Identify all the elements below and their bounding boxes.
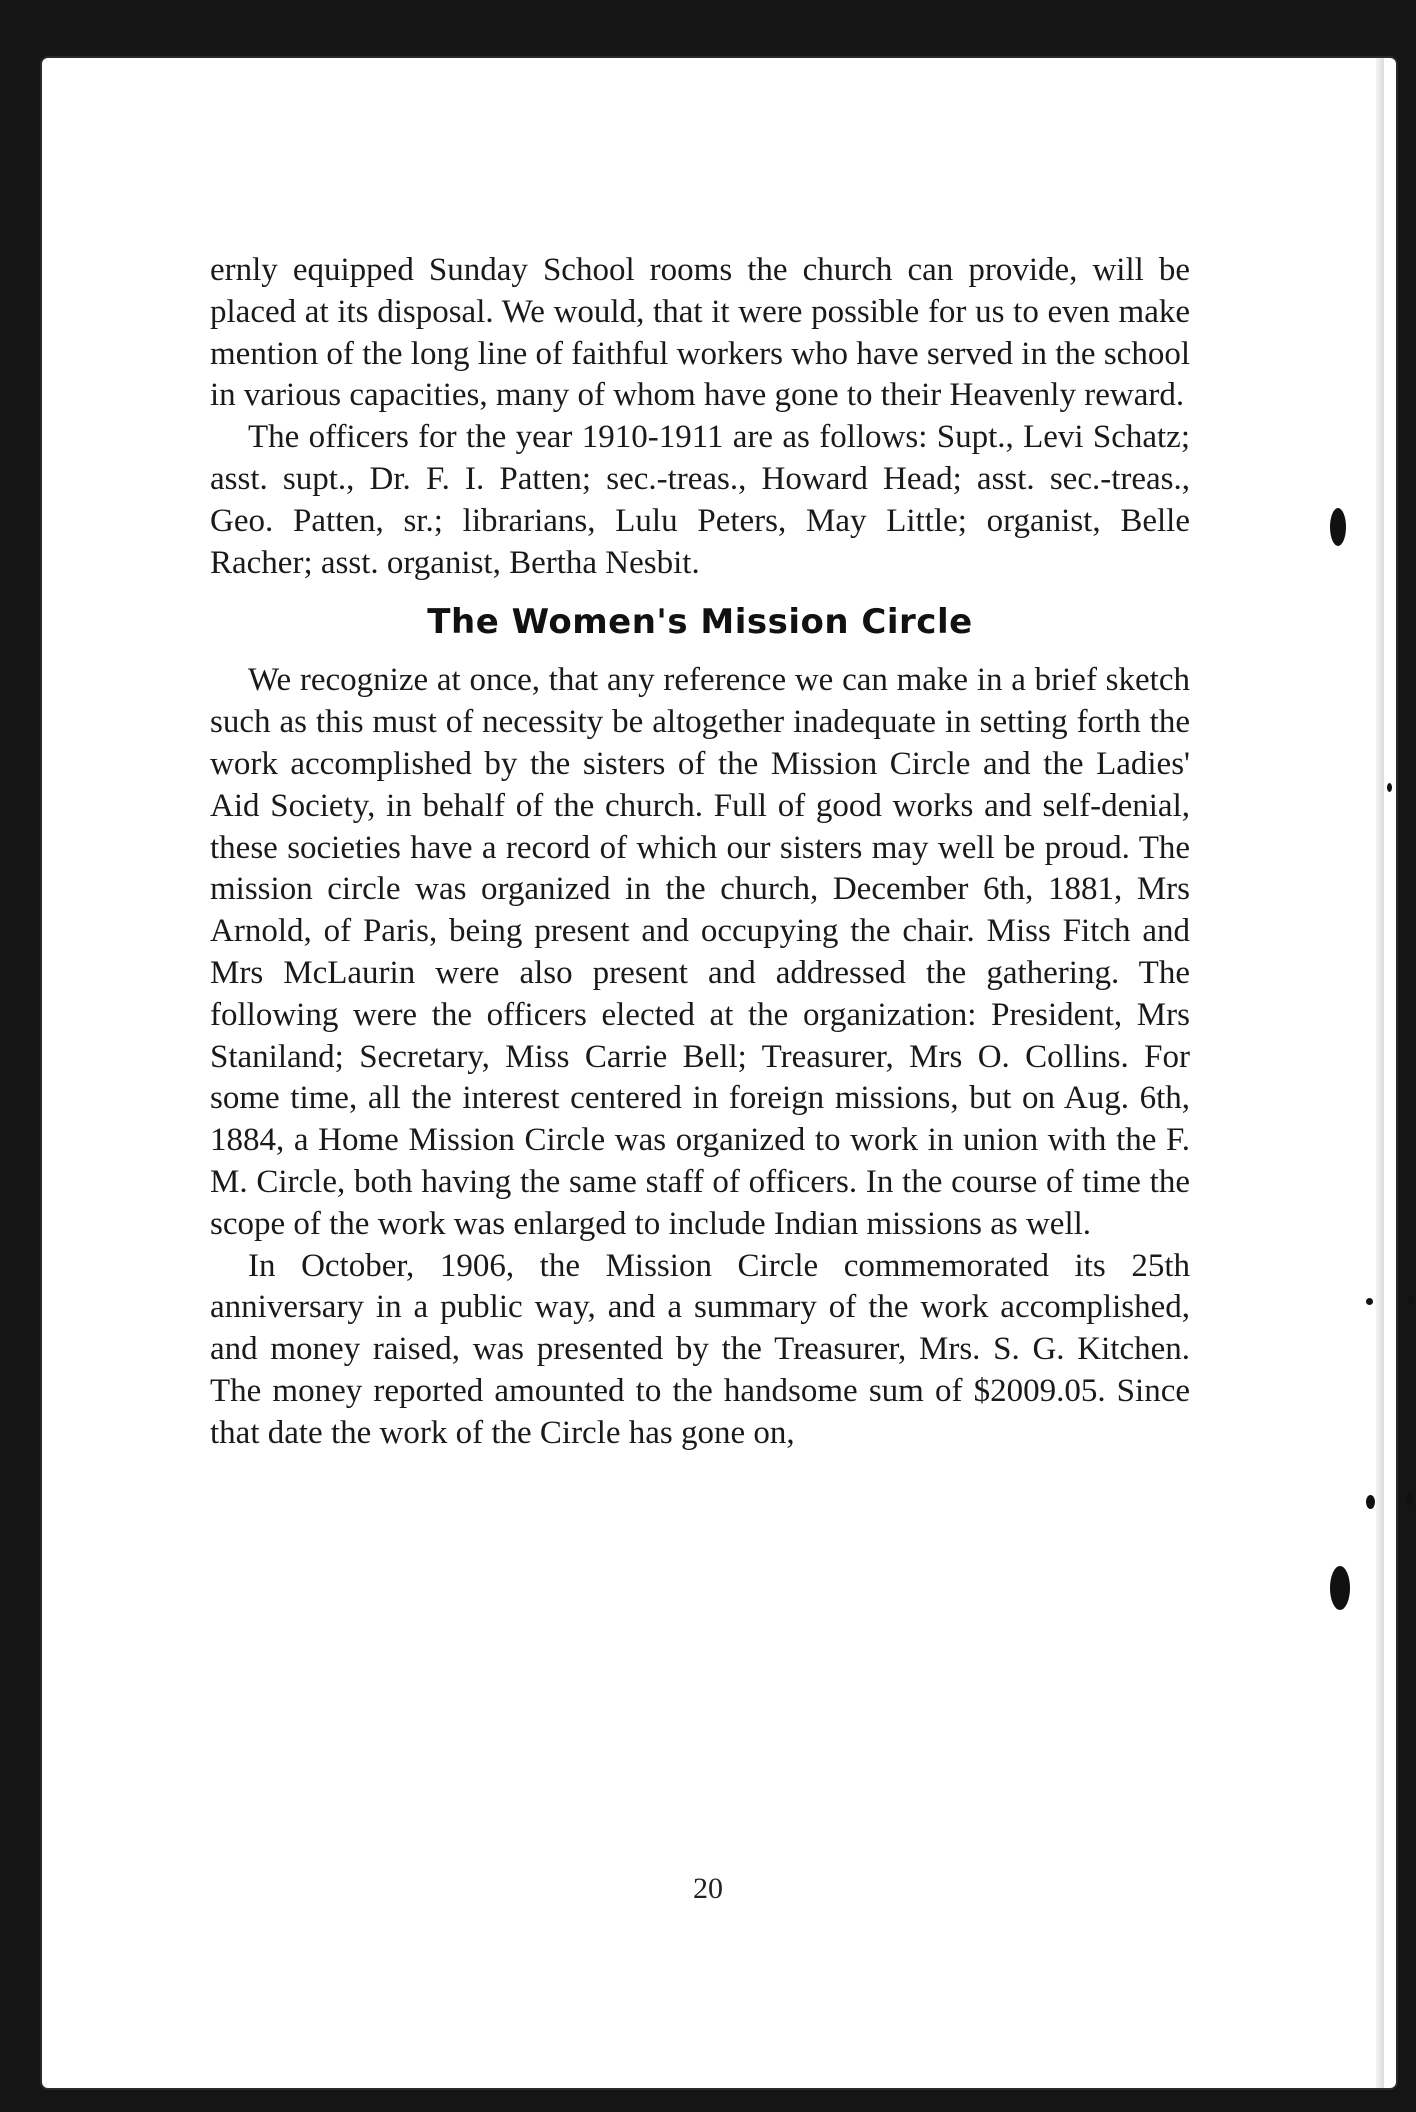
paragraph-mission-circle: We recognize at once, that any reference we can make in a brief sketch such as this must of necessity be altogether inadequate in setting forth the work accomplished by the sisters of the Mission Circle and the Ladies' Aid Society, in behalf of the church. Full of good works and self-denial, these societies have a record of which our sisters may well be proud. The mission circle was organized in the church, December 6th, 1881, Mrs Arnold, of Paris, being present and occupying the chair. Miss Fitch and Mrs McLaurin were also present and addressed the gathering. The following were the officers elected at the organization: President, Mrs Staniland; Secretary, Miss Carrie Bell; Treasurer, Mrs O. Collins. For some time, all the interest centered in foreign missions, but on Aug. 6th, 1884, a Home Mission Circle was organized to work in union with the F. M. Circle, both having the same staff of officers. In the course of time the scope of the work was enlarged to include Indian missions as well. xyxy=(210,662,1190,1242)
section-heading: The Women's Mission Circle xyxy=(427,602,973,643)
ink-speck-mark xyxy=(1366,1298,1373,1305)
paragraph-anniversary: In October, 1906, the Mission Circle commemorated its 25th anniversary in a public way, and a summary of the work accomplished, and money raised, was presented by the Treasurer, Mrs. S. G. Kitchen. The money reported amounted to the handsome sum of $2009.05. Since that date the work of the Circle has gone on, xyxy=(210,1247,1190,1451)
ink-speck-mark xyxy=(1366,1495,1375,1509)
paragraph-officers: The officers for the year 1910-1911 are as follows: Supt., Levi Schatz; asst. supt., Dr. F. I. Patten; sec.-treas., Howard Head; asst. sec.-treas., Geo. Patten, sr.; librarians, Lulu Peters, May Little; organist, Belle Racher; asst. organist, Bertha Nesbit. xyxy=(210,419,1190,581)
page-edge xyxy=(1376,58,1384,2088)
paragraph-sunday-school: ernly equipped Sunday School rooms the church can provide, will be placed at its disposal. We would, that it were possible for us to even make mention of the long line of faithful workers who have served in the school in various capacities, many of whom have gone to their Heavenly reward. xyxy=(210,252,1190,414)
page-number: 20 xyxy=(693,1872,723,1905)
ink-speck-mark xyxy=(1406,1492,1413,1506)
ink-speck-mark xyxy=(1408,1295,1414,1305)
ink-speck-mark xyxy=(1387,783,1392,792)
body-text xyxy=(210,250,1190,1455)
ink-blot-mark xyxy=(1330,1566,1350,1610)
ink-blot-mark xyxy=(1330,508,1346,546)
